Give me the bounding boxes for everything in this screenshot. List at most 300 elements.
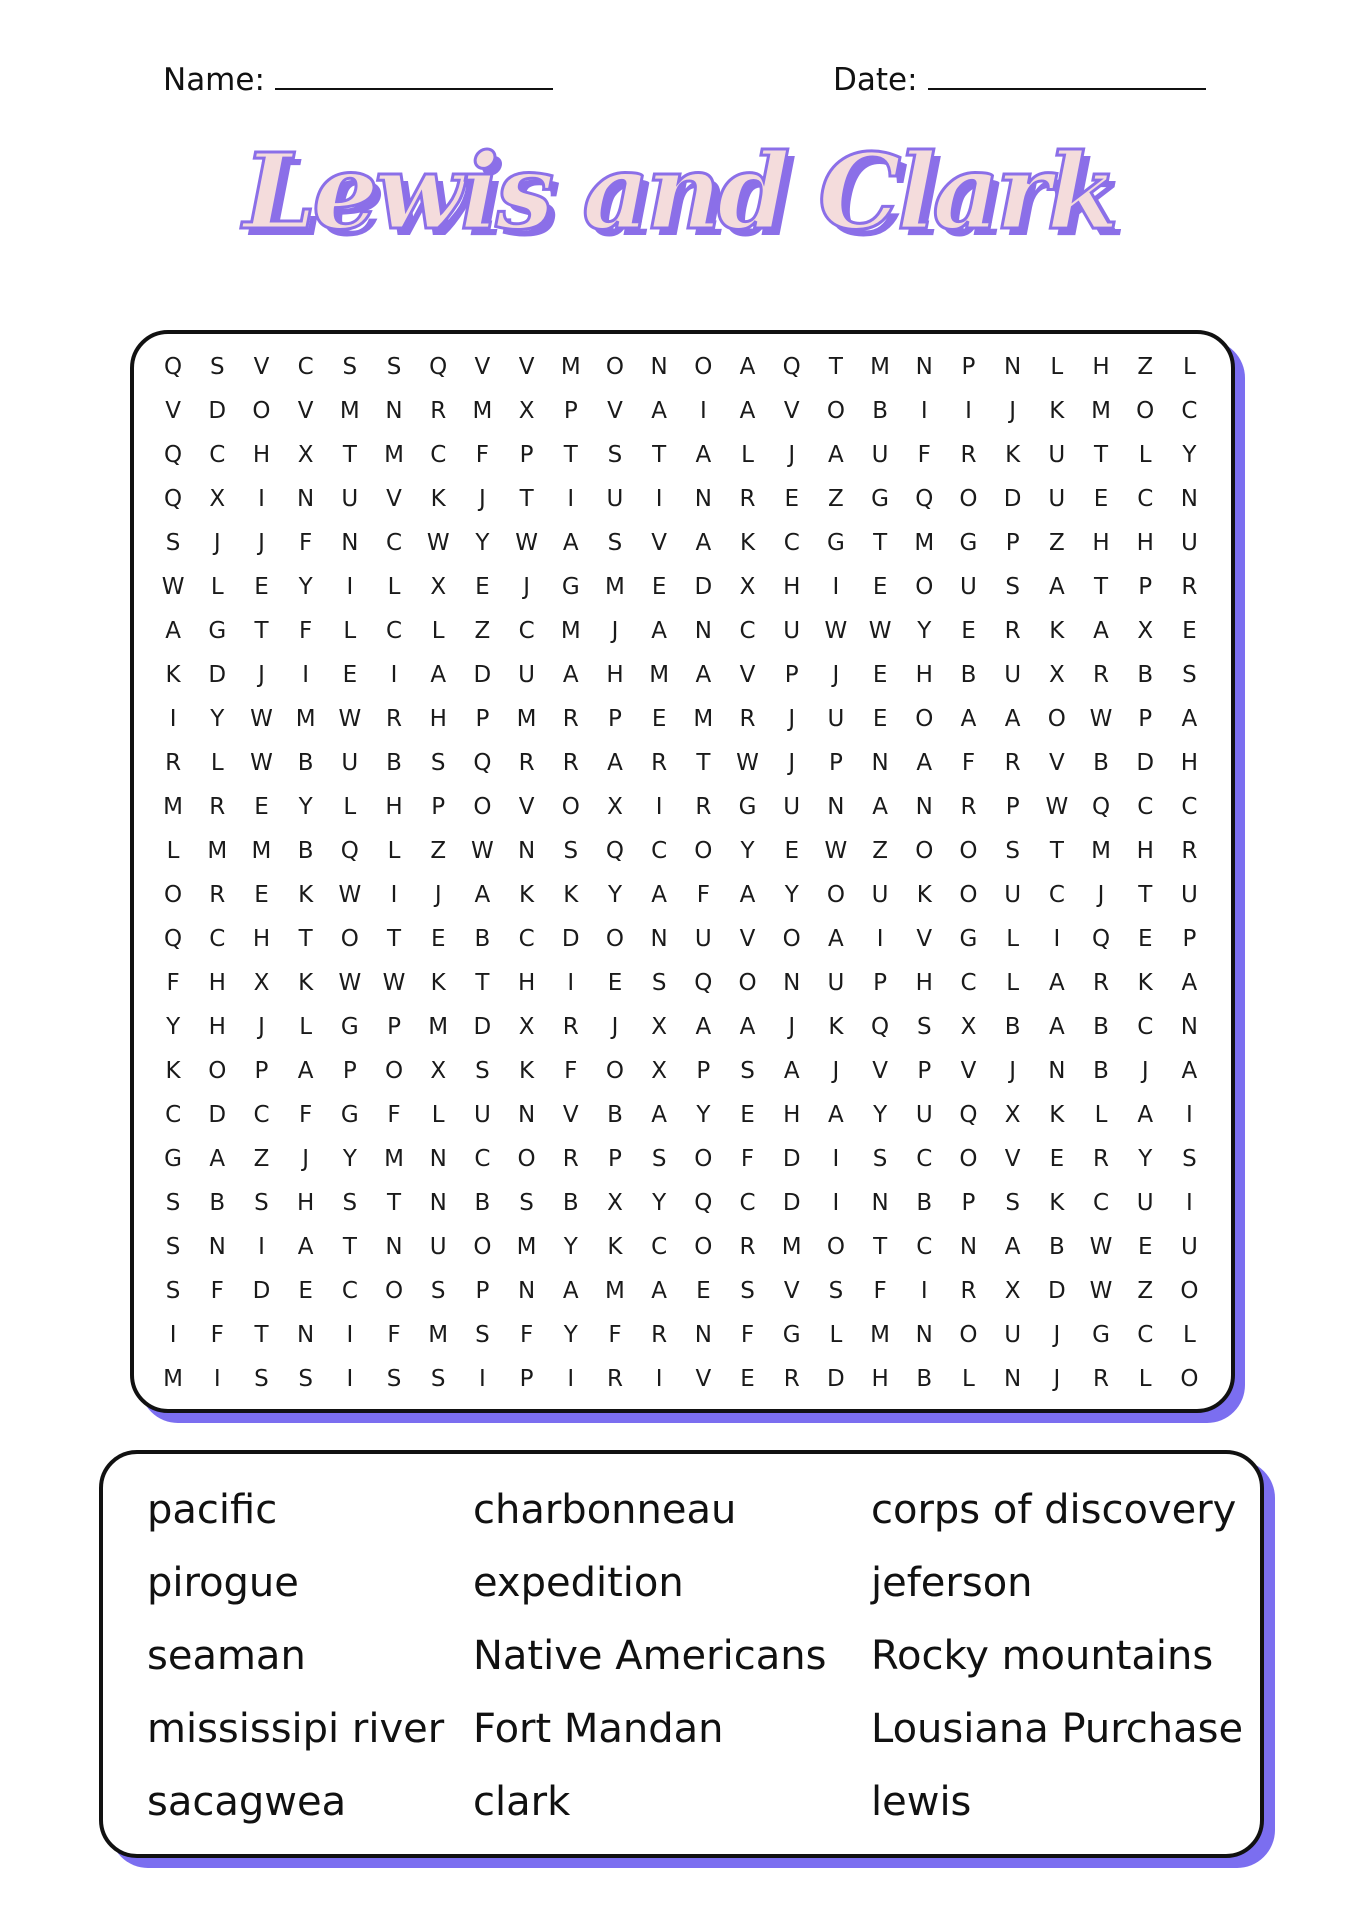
grid-cell[interactable]: C bbox=[430, 442, 447, 468]
grid-cell[interactable]: Y bbox=[342, 1146, 357, 1172]
grid-cell[interactable]: O bbox=[826, 1234, 845, 1260]
grid-cell[interactable]: B bbox=[474, 1190, 491, 1216]
grid-cell[interactable]: X bbox=[1048, 662, 1065, 688]
grid-cell[interactable]: V bbox=[518, 354, 535, 380]
grid-cell[interactable]: V bbox=[783, 398, 800, 424]
grid-cell[interactable]: O bbox=[384, 1058, 404, 1084]
grid-cell[interactable]: H bbox=[1092, 354, 1110, 380]
grid-cell[interactable]: A bbox=[739, 354, 756, 380]
grid-cell[interactable]: S bbox=[563, 838, 579, 864]
grid-cell[interactable]: S bbox=[916, 1014, 932, 1040]
grid-cell[interactable]: Y bbox=[475, 530, 490, 556]
grid-cell[interactable]: L bbox=[1138, 1366, 1152, 1392]
grid-cell[interactable]: C bbox=[916, 1234, 933, 1260]
grid-cell[interactable]: E bbox=[961, 618, 976, 644]
grid-cell[interactable]: V bbox=[165, 398, 181, 424]
grid-cell[interactable]: L bbox=[431, 1102, 445, 1128]
grid-cell[interactable]: A bbox=[430, 662, 447, 688]
grid-cell[interactable]: M bbox=[295, 706, 316, 732]
grid-cell[interactable]: X bbox=[430, 574, 447, 600]
grid-cell[interactable]: E bbox=[872, 706, 888, 732]
grid-cell[interactable]: J bbox=[1009, 1058, 1017, 1084]
grid-cell[interactable]: M bbox=[384, 1146, 404, 1172]
grid-cell[interactable]: U bbox=[1180, 530, 1198, 556]
grid-cell[interactable]: H bbox=[429, 706, 447, 732]
grid-cell[interactable]: H bbox=[208, 1014, 226, 1040]
grid-cell[interactable]: K bbox=[1049, 1102, 1065, 1128]
grid-cell[interactable]: A bbox=[783, 1058, 800, 1084]
grid-cell[interactable]: O bbox=[517, 1146, 536, 1172]
grid-cell[interactable]: U bbox=[606, 486, 624, 512]
grid-cell[interactable]: F bbox=[696, 882, 710, 908]
grid-cell[interactable]: D bbox=[473, 1014, 492, 1040]
grid-cell[interactable]: O bbox=[473, 794, 492, 820]
grid-cell[interactable]: D bbox=[827, 1366, 845, 1392]
grid-cell[interactable]: R bbox=[209, 882, 226, 908]
grid-cell[interactable]: H bbox=[1180, 750, 1199, 776]
grid-cell[interactable]: B bbox=[1093, 1058, 1109, 1084]
grid-cell[interactable]: Q bbox=[473, 750, 492, 776]
grid-cell[interactable]: U bbox=[960, 574, 977, 600]
grid-cell[interactable]: M bbox=[605, 574, 625, 600]
grid-cell[interactable]: R bbox=[1004, 750, 1021, 776]
grid-cell[interactable]: F bbox=[608, 1322, 622, 1348]
grid-cell[interactable]: N bbox=[915, 354, 933, 380]
grid-cell[interactable]: T bbox=[387, 926, 402, 952]
grid-cell[interactable]: A bbox=[916, 750, 933, 776]
grid-cell[interactable]: A bbox=[739, 882, 756, 908]
grid-cell[interactable]: R bbox=[562, 1014, 579, 1040]
grid-cell[interactable]: Z bbox=[1137, 1278, 1154, 1304]
grid-cell[interactable]: H bbox=[783, 574, 801, 600]
grid-cell[interactable]: S bbox=[740, 1058, 755, 1084]
grid-cell[interactable]: S bbox=[298, 1366, 313, 1392]
grid-cell[interactable]: S bbox=[651, 970, 667, 996]
grid-cell[interactable]: S bbox=[386, 1366, 402, 1392]
grid-cell[interactable]: C bbox=[209, 926, 226, 952]
grid-cell[interactable]: I bbox=[169, 1322, 177, 1348]
grid-cell[interactable]: R bbox=[1093, 1146, 1110, 1172]
grid-cell[interactable]: S bbox=[1182, 662, 1197, 688]
grid-cell[interactable]: K bbox=[298, 882, 314, 908]
grid-cell[interactable]: S bbox=[165, 1190, 181, 1216]
grid-cell[interactable]: A bbox=[1048, 970, 1065, 996]
grid-cell[interactable]: T bbox=[254, 618, 269, 644]
grid-cell[interactable]: C bbox=[651, 838, 668, 864]
grid-cell[interactable]: R bbox=[960, 442, 977, 468]
grid-cell[interactable]: I bbox=[920, 398, 928, 424]
grid-cell[interactable]: C bbox=[1137, 1322, 1154, 1348]
grid-cell[interactable]: I bbox=[832, 1190, 840, 1216]
grid-cell[interactable]: F bbox=[873, 1278, 887, 1304]
grid-cell[interactable]: W bbox=[338, 970, 362, 996]
grid-cell[interactable]: T bbox=[475, 970, 490, 996]
grid-cell[interactable]: U bbox=[1004, 662, 1022, 688]
grid-cell[interactable]: O bbox=[605, 926, 625, 952]
grid-cell[interactable]: G bbox=[208, 618, 227, 644]
grid-cell[interactable]: O bbox=[959, 1146, 978, 1172]
grid-cell[interactable]: S bbox=[828, 1278, 844, 1304]
grid-cell[interactable]: Q bbox=[1091, 794, 1111, 820]
grid-cell[interactable]: W bbox=[382, 970, 406, 996]
grid-cell[interactable]: B bbox=[607, 1102, 623, 1128]
grid-cell[interactable]: N bbox=[915, 1322, 933, 1348]
grid-cell[interactable]: D bbox=[694, 574, 713, 600]
grid-cell[interactable]: Y bbox=[607, 882, 622, 908]
grid-cell[interactable]: L bbox=[343, 618, 357, 644]
grid-cell[interactable]: P bbox=[342, 1058, 357, 1084]
grid-cell[interactable]: B bbox=[872, 398, 888, 424]
grid-cell[interactable]: O bbox=[738, 970, 757, 996]
grid-cell[interactable]: Z bbox=[872, 838, 888, 864]
grid-cell[interactable]: F bbox=[166, 970, 180, 996]
grid-cell[interactable]: J bbox=[434, 882, 442, 908]
grid-cell[interactable]: V bbox=[386, 486, 402, 512]
grid-cell[interactable]: V bbox=[695, 1366, 712, 1392]
grid-cell[interactable]: F bbox=[917, 442, 931, 468]
grid-cell[interactable]: S bbox=[1005, 574, 1020, 600]
grid-cell[interactable]: N bbox=[1180, 1014, 1199, 1040]
grid-cell[interactable]: U bbox=[1048, 486, 1066, 512]
grid-cell[interactable]: N bbox=[1004, 354, 1022, 380]
grid-cell[interactable]: A bbox=[739, 1014, 756, 1040]
grid-cell[interactable]: Y bbox=[210, 706, 225, 732]
grid-cell[interactable]: X bbox=[607, 794, 623, 820]
grid-cell[interactable]: Q bbox=[164, 354, 183, 380]
grid-cell[interactable]: N bbox=[915, 794, 933, 820]
grid-cell[interactable]: F bbox=[519, 1322, 534, 1348]
grid-cell[interactable]: M bbox=[384, 442, 404, 468]
grid-cell[interactable]: J bbox=[523, 574, 530, 600]
grid-cell[interactable]: M bbox=[251, 838, 272, 864]
grid-cell[interactable]: T bbox=[387, 1190, 402, 1216]
name-blank-line[interactable] bbox=[275, 62, 553, 90]
grid-cell[interactable]: W bbox=[824, 618, 848, 644]
grid-cell[interactable]: U bbox=[1004, 882, 1022, 908]
grid-cell[interactable]: C bbox=[1181, 398, 1198, 424]
grid-cell[interactable]: J bbox=[258, 1014, 265, 1040]
grid-cell[interactable]: H bbox=[606, 662, 624, 688]
grid-cell[interactable]: S bbox=[254, 1366, 269, 1392]
grid-cell[interactable]: G bbox=[164, 1146, 182, 1172]
grid-cell[interactable]: C bbox=[209, 442, 226, 468]
grid-cell[interactable]: O bbox=[959, 486, 978, 512]
grid-cell[interactable]: L bbox=[1182, 354, 1196, 380]
grid-cell[interactable]: A bbox=[1137, 1102, 1154, 1128]
grid-cell[interactable]: V bbox=[739, 926, 756, 952]
grid-cell[interactable]: N bbox=[297, 486, 315, 512]
grid-cell[interactable]: C bbox=[518, 618, 535, 644]
grid-cell[interactable]: W bbox=[161, 574, 185, 600]
grid-cell[interactable]: L bbox=[1006, 926, 1020, 952]
grid-cell[interactable]: C bbox=[518, 926, 535, 952]
grid-cell[interactable]: E bbox=[1137, 1234, 1153, 1260]
grid-cell[interactable]: E bbox=[430, 926, 446, 952]
grid-cell[interactable]: E bbox=[1049, 1146, 1065, 1172]
grid-cell[interactable]: Z bbox=[474, 618, 491, 644]
grid-cell[interactable]: M bbox=[516, 706, 537, 732]
grid-cell[interactable]: M bbox=[870, 354, 891, 380]
grid-cell[interactable]: T bbox=[1049, 838, 1064, 864]
grid-cell[interactable]: N bbox=[517, 1278, 536, 1304]
grid-cell[interactable]: I bbox=[567, 970, 575, 996]
grid-cell[interactable]: R bbox=[651, 750, 668, 776]
grid-cell[interactable]: H bbox=[915, 662, 933, 688]
grid-cell[interactable]: A bbox=[695, 530, 712, 556]
grid-cell[interactable]: P bbox=[475, 1278, 490, 1304]
grid-cell[interactable]: O bbox=[826, 398, 845, 424]
grid-cell[interactable]: C bbox=[386, 530, 403, 556]
grid-cell[interactable]: K bbox=[298, 970, 314, 996]
grid-cell[interactable]: N bbox=[517, 1102, 536, 1128]
grid-cell[interactable]: J bbox=[611, 1014, 619, 1040]
grid-cell[interactable]: L bbox=[1006, 970, 1020, 996]
grid-cell[interactable]: K bbox=[607, 1234, 623, 1260]
grid-cell[interactable]: D bbox=[561, 926, 580, 952]
grid-cell[interactable]: H bbox=[1136, 838, 1154, 864]
grid-cell[interactable]: C bbox=[1137, 486, 1154, 512]
grid-cell[interactable]: L bbox=[343, 794, 357, 820]
grid-cell[interactable]: M bbox=[207, 838, 228, 864]
grid-cell[interactable]: R bbox=[739, 706, 756, 732]
grid-cell[interactable]: S bbox=[430, 750, 446, 776]
grid-cell[interactable]: O bbox=[561, 794, 580, 820]
grid-cell[interactable]: S bbox=[1005, 838, 1020, 864]
grid-cell[interactable]: O bbox=[694, 1146, 713, 1172]
grid-cell[interactable]: A bbox=[651, 398, 668, 424]
grid-cell[interactable]: C bbox=[253, 1102, 270, 1128]
grid-cell[interactable]: E bbox=[740, 1102, 755, 1128]
grid-cell[interactable]: A bbox=[1048, 574, 1065, 600]
grid-cell[interactable]: J bbox=[258, 530, 265, 556]
grid-cell[interactable]: L bbox=[1094, 1102, 1108, 1128]
grid-cell[interactable]: K bbox=[430, 486, 446, 512]
grid-cell[interactable]: E bbox=[784, 838, 799, 864]
grid-cell[interactable]: U bbox=[341, 750, 359, 776]
grid-cell[interactable]: M bbox=[870, 1322, 891, 1348]
grid-cell[interactable]: O bbox=[605, 1058, 625, 1084]
grid-cell[interactable]: U bbox=[518, 662, 536, 688]
grid-cell[interactable]: N bbox=[694, 1322, 712, 1348]
grid-cell[interactable]: R bbox=[165, 750, 182, 776]
grid-cell[interactable]: R bbox=[960, 794, 977, 820]
grid-cell[interactable]: R bbox=[695, 794, 712, 820]
grid-cell[interactable]: L bbox=[1050, 354, 1064, 380]
grid-cell[interactable]: E bbox=[740, 1366, 755, 1392]
grid-cell[interactable]: E bbox=[872, 574, 888, 600]
grid-cell[interactable]: S bbox=[386, 354, 402, 380]
grid-cell[interactable]: C bbox=[1181, 794, 1198, 820]
grid-cell[interactable]: E bbox=[607, 970, 623, 996]
grid-cell[interactable]: O bbox=[915, 706, 934, 732]
grid-cell[interactable]: W bbox=[1089, 1278, 1113, 1304]
grid-cell[interactable]: P bbox=[696, 1058, 711, 1084]
grid-cell[interactable]: B bbox=[297, 750, 314, 776]
grid-cell[interactable]: I bbox=[169, 706, 177, 732]
grid-cell[interactable]: C bbox=[739, 618, 756, 644]
grid-cell[interactable]: R bbox=[386, 706, 403, 732]
grid-cell[interactable]: X bbox=[1004, 1278, 1021, 1304]
grid-cell[interactable]: X bbox=[430, 1058, 447, 1084]
grid-cell[interactable]: E bbox=[1137, 926, 1153, 952]
grid-cell[interactable]: I bbox=[567, 1366, 575, 1392]
grid-cell[interactable]: A bbox=[562, 662, 579, 688]
grid-cell[interactable]: O bbox=[384, 1278, 404, 1304]
grid-cell[interactable]: P bbox=[873, 970, 888, 996]
grid-cell[interactable]: P bbox=[828, 750, 843, 776]
grid-cell[interactable]: W bbox=[1045, 794, 1069, 820]
grid-cell[interactable]: G bbox=[340, 1102, 359, 1128]
grid-cell[interactable]: P bbox=[1138, 574, 1153, 600]
grid-cell[interactable]: R bbox=[1181, 838, 1198, 864]
grid-cell[interactable]: E bbox=[254, 574, 269, 600]
grid-cell[interactable]: X bbox=[209, 486, 226, 512]
grid-cell[interactable]: I bbox=[1186, 1190, 1193, 1216]
grid-cell[interactable]: U bbox=[1048, 442, 1066, 468]
grid-cell[interactable]: L bbox=[387, 838, 401, 864]
grid-cell[interactable]: Z bbox=[253, 1146, 270, 1172]
grid-cell[interactable]: P bbox=[608, 706, 622, 732]
grid-cell[interactable]: F bbox=[387, 1102, 401, 1128]
grid-cell[interactable]: S bbox=[475, 1322, 490, 1348]
grid-cell[interactable]: N bbox=[429, 1146, 447, 1172]
grid-cell[interactable]: C bbox=[1137, 1014, 1154, 1040]
grid-cell[interactable]: R bbox=[1004, 618, 1021, 644]
grid-cell[interactable]: A bbox=[297, 1058, 314, 1084]
grid-cell[interactable]: E bbox=[784, 486, 799, 512]
grid-cell[interactable]: P bbox=[917, 1058, 932, 1084]
grid-cell[interactable]: O bbox=[782, 926, 801, 952]
grid-cell[interactable]: Q bbox=[340, 838, 359, 864]
grid-cell[interactable]: Y bbox=[917, 618, 932, 644]
grid-cell[interactable]: C bbox=[341, 1278, 358, 1304]
grid-cell[interactable]: H bbox=[385, 794, 403, 820]
grid-cell[interactable]: D bbox=[252, 1278, 271, 1304]
grid-cell[interactable]: U bbox=[871, 442, 889, 468]
grid-cell[interactable]: U bbox=[827, 706, 845, 732]
grid-cell[interactable]: W bbox=[426, 530, 450, 556]
grid-cell[interactable]: N bbox=[827, 794, 845, 820]
grid-cell[interactable]: H bbox=[517, 970, 536, 996]
grid-cell[interactable]: A bbox=[695, 1014, 712, 1040]
grid-cell[interactable]: T bbox=[1094, 574, 1109, 600]
grid-cell[interactable]: V bbox=[651, 530, 668, 556]
grid-cell[interactable]: A bbox=[651, 1278, 668, 1304]
grid-cell[interactable]: H bbox=[297, 1190, 315, 1216]
grid-cell[interactable]: B bbox=[916, 1190, 933, 1216]
grid-cell[interactable]: S bbox=[430, 1278, 446, 1304]
grid-cell[interactable]: U bbox=[783, 618, 801, 644]
grid-cell[interactable]: X bbox=[1137, 618, 1154, 644]
grid-cell[interactable]: N bbox=[208, 1234, 226, 1260]
grid-cell[interactable]: K bbox=[739, 530, 756, 556]
grid-cell[interactable]: W bbox=[250, 706, 273, 732]
grid-cell[interactable]: G bbox=[561, 574, 580, 600]
grid-cell[interactable]: E bbox=[651, 574, 667, 600]
grid-cell[interactable]: I bbox=[1053, 926, 1061, 952]
grid-cell[interactable]: X bbox=[518, 1014, 535, 1040]
grid-cell[interactable]: C bbox=[651, 1234, 668, 1260]
grid-cell[interactable]: V bbox=[916, 926, 933, 952]
grid-cell[interactable]: J bbox=[1097, 882, 1105, 908]
grid-cell[interactable]: L bbox=[210, 574, 224, 600]
grid-cell[interactable]: F bbox=[961, 750, 976, 776]
grid-cell[interactable]: K bbox=[828, 1014, 844, 1040]
grid-cell[interactable]: Q bbox=[694, 1190, 713, 1216]
grid-cell[interactable]: S bbox=[165, 1234, 181, 1260]
grid-cell[interactable]: V bbox=[253, 354, 270, 380]
grid-cell[interactable]: Z bbox=[1137, 354, 1154, 380]
grid-cell[interactable]: A bbox=[695, 662, 712, 688]
grid-cell[interactable]: V bbox=[518, 794, 535, 820]
grid-cell[interactable]: O bbox=[959, 1322, 978, 1348]
grid-cell[interactable]: L bbox=[1182, 1322, 1196, 1348]
grid-cell[interactable]: P bbox=[961, 1190, 976, 1216]
grid-cell[interactable]: N bbox=[783, 970, 801, 996]
grid-cell[interactable]: K bbox=[165, 1058, 181, 1084]
grid-cell[interactable]: T bbox=[696, 750, 711, 776]
grid-cell[interactable]: A bbox=[1004, 1234, 1021, 1260]
grid-cell[interactable]: M bbox=[428, 1014, 449, 1040]
grid-cell[interactable]: Q bbox=[915, 486, 934, 512]
grid-cell[interactable]: H bbox=[208, 970, 226, 996]
grid-cell[interactable]: P bbox=[1005, 794, 1020, 820]
grid-cell[interactable]: T bbox=[342, 1234, 357, 1260]
grid-cell[interactable]: V bbox=[783, 1278, 800, 1304]
grid-cell[interactable]: E bbox=[696, 1278, 711, 1304]
grid-cell[interactable]: V bbox=[562, 1102, 579, 1128]
grid-cell[interactable]: D bbox=[1003, 486, 1022, 512]
grid-cell[interactable]: I bbox=[965, 398, 972, 424]
grid-cell[interactable]: T bbox=[828, 354, 843, 380]
grid-cell[interactable]: T bbox=[298, 926, 313, 952]
grid-cell[interactable]: P bbox=[475, 706, 490, 732]
grid-cell[interactable]: I bbox=[346, 1322, 354, 1348]
grid-cell[interactable]: X bbox=[1004, 1102, 1021, 1128]
grid-cell[interactable]: S bbox=[342, 354, 358, 380]
grid-cell[interactable]: O bbox=[915, 574, 934, 600]
grid-cell[interactable]: A bbox=[1004, 706, 1021, 732]
grid-cell[interactable]: V bbox=[1004, 1146, 1021, 1172]
grid-cell[interactable]: A bbox=[297, 1234, 314, 1260]
grid-cell[interactable]: I bbox=[655, 1366, 663, 1392]
grid-cell[interactable]: A bbox=[828, 926, 844, 952]
grid-cell[interactable]: W bbox=[515, 530, 538, 556]
grid-cell[interactable]: O bbox=[340, 926, 359, 952]
grid-cell[interactable]: O bbox=[252, 398, 271, 424]
grid-cell[interactable]: N bbox=[871, 1190, 889, 1216]
grid-cell[interactable]: Q bbox=[871, 1014, 890, 1040]
grid-cell[interactable]: U bbox=[1004, 1322, 1022, 1348]
grid-cell[interactable]: M bbox=[1091, 838, 1111, 864]
grid-cell[interactable]: K bbox=[165, 662, 181, 688]
grid-cell[interactable]: N bbox=[385, 398, 403, 424]
grid-cell[interactable]: B bbox=[1137, 662, 1154, 688]
grid-cell[interactable]: K bbox=[519, 882, 535, 908]
grid-cell[interactable]: O bbox=[959, 838, 978, 864]
grid-cell[interactable]: N bbox=[517, 838, 536, 864]
grid-cell[interactable]: T bbox=[1094, 442, 1109, 468]
grid-cell[interactable]: I bbox=[390, 882, 398, 908]
grid-cell[interactable]: X bbox=[607, 1190, 623, 1216]
grid-cell[interactable]: V bbox=[607, 398, 623, 424]
grid-cell[interactable]: M bbox=[472, 398, 493, 424]
grid-cell[interactable]: B bbox=[1093, 1014, 1109, 1040]
grid-cell[interactable]: I bbox=[390, 662, 398, 688]
grid-cell[interactable]: U bbox=[694, 926, 712, 952]
grid-cell[interactable]: V bbox=[872, 1058, 888, 1084]
grid-cell[interactable]: E bbox=[254, 794, 269, 820]
